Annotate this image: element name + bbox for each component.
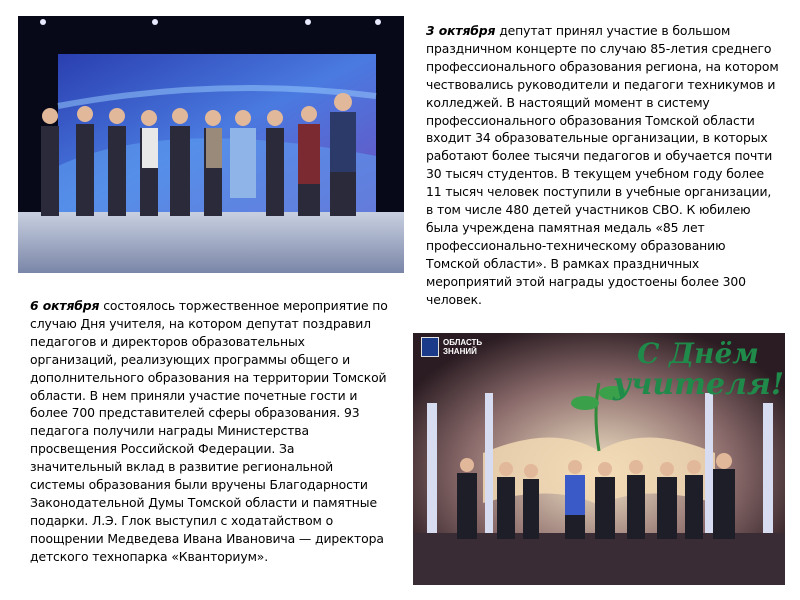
ceremony-photo-teachers-day xyxy=(413,333,785,585)
logo-line-1: ОБЛАСТЬ xyxy=(443,338,483,347)
concert-stage-image xyxy=(18,16,404,273)
date-october-3: 3 октября xyxy=(426,23,496,38)
emblem-icon xyxy=(421,337,439,357)
logo-line-2: ЗНАНИЙ xyxy=(443,347,477,356)
banner-line-1: С Днём xyxy=(637,337,759,370)
oblast-znaniy-logo xyxy=(421,337,482,357)
banner-line-2: учителя! xyxy=(613,367,785,402)
text-block-october-3 xyxy=(426,22,782,309)
paragraph-october-3: депутат принял участие в большом праздничном концерте по случаю 85-летия среднего профессионального образования региона, на котором чествовались руководители и педагоги техникумов и колледжей. В настоящий момент в систему профессионального образования Томской области входит 34 образовательные организации, в которых работают более тысячи педагогов и обучается почти 30 тысяч студентов. В текущем учебном году более 11 тысяч человек поступили в учебные организации, в том числе 480 детей участников СВО. К юбилею была учреждена памятная медаль «85 лет профессионально-техническому образованию Томской области». В рамках праздничных мероприятий этой награды удостоены более 300 человек. xyxy=(426,23,779,307)
date-october-6: 6 октября xyxy=(30,298,100,313)
ceremony-photo-concert xyxy=(18,16,404,273)
paragraph-october-6: состоялось торжественное мероприятие по случаю Дня учителя, на котором депутат поздравил педагогов и директоров образовательных организаций, реализующих программы общего и дополнительного образования на территории Томской области. В нем приняли участие почетные гости и более 700 представителей сферы образования. 93 педагога получили награды Министерства просвещения Российской Федерации. За значительный вклад в развитие региональной системы образования были вручены Благодарности Законодательной Думы Томской области и памятные подарки. Л.Э. Глок выступил с ходатайством о поощрении Медведева Ивана Ивановича — директора детского технопарка «Кванториум». xyxy=(30,298,388,564)
teachers-day-banner xyxy=(613,339,783,401)
text-block-october-6 xyxy=(30,297,390,566)
